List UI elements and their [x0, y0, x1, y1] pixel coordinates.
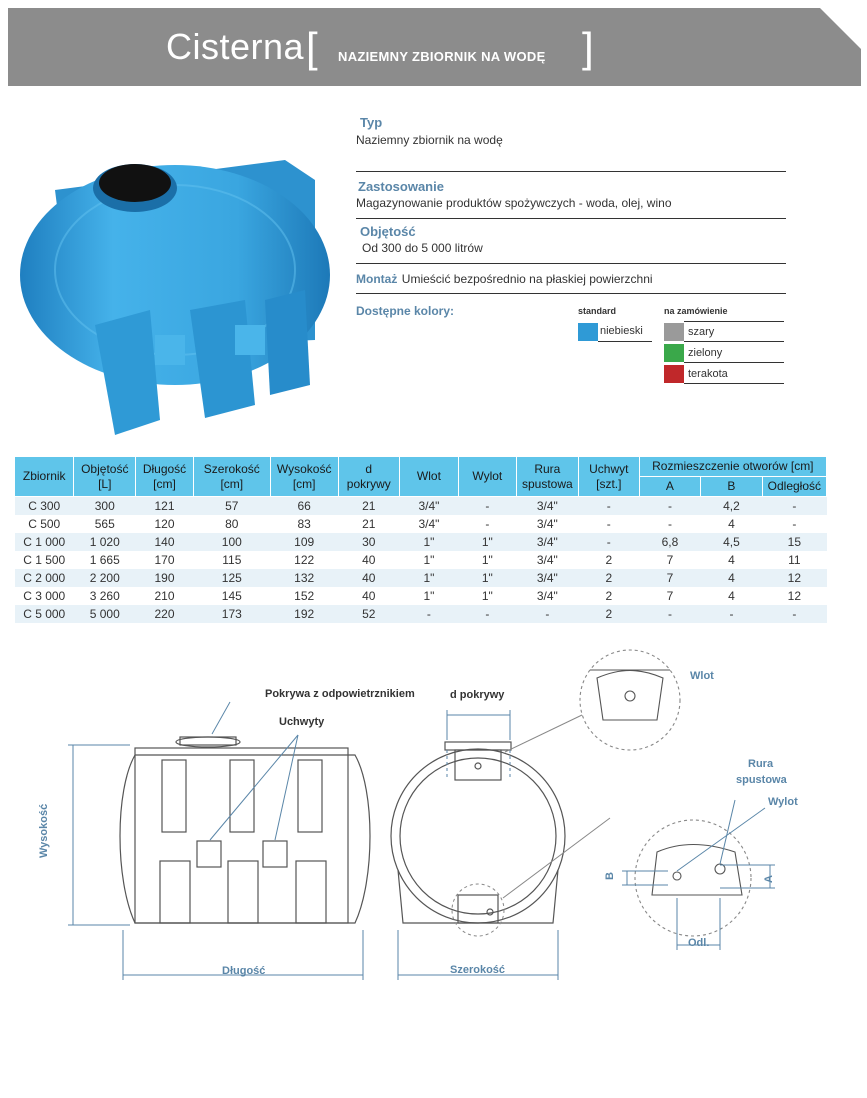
table-cell: C 1 000: [15, 533, 74, 551]
table-cell: 3/4": [516, 551, 578, 569]
th-dlugosc-name: Długość: [142, 461, 187, 476]
th-d-sub: pokrywy: [346, 476, 391, 491]
page-subtitle: NAZIEMNY ZBIORNIK NA WODĘ: [338, 49, 546, 64]
table-cell: -: [458, 497, 516, 516]
table-cell: 152: [270, 587, 338, 605]
swatch-line: [598, 341, 652, 342]
table-cell: C 2 000: [15, 569, 74, 587]
label-b: B: [604, 872, 616, 880]
table-cell: 190: [136, 569, 194, 587]
label-uchwyty: Uchwyty: [279, 716, 325, 728]
label-wysokosc: Wysokość: [38, 803, 50, 858]
table-cell: 11: [762, 551, 826, 569]
table-cell: 52: [338, 605, 399, 623]
table-cell: -: [639, 605, 701, 623]
table-cell: 2 200: [74, 569, 136, 587]
th-rura-name: Rura: [534, 461, 561, 476]
table-cell: 5 000: [74, 605, 136, 623]
table-cell: -: [639, 497, 701, 516]
label-szerokosc: Szerokość: [450, 964, 506, 976]
table-cell: 122: [270, 551, 338, 569]
drawing-lines: [0, 640, 867, 1000]
table-cell: 30: [338, 533, 399, 551]
table-cell: -: [516, 605, 578, 623]
table-cell: 3/4": [399, 515, 458, 533]
bracket-open: [: [306, 24, 318, 71]
th-rura: [516, 457, 578, 497]
table-cell: 2: [578, 587, 639, 605]
label-rura: Rura: [748, 758, 774, 770]
table-cell: 3/4": [516, 497, 578, 516]
table-cell: 83: [270, 515, 338, 533]
th-objetosc-unit: [L]: [98, 476, 112, 491]
table-cell: 6,8: [639, 533, 701, 551]
table-cell: 7: [639, 587, 701, 605]
table-cell: 66: [270, 497, 338, 516]
th-szerokosc-unit: [cm]: [220, 476, 244, 491]
label-dlugosc: Długość: [222, 965, 266, 977]
th-uchwyt: [578, 457, 639, 497]
swatch-label: niebieski: [600, 325, 643, 337]
table-row: [15, 551, 827, 569]
table-cell: 15: [762, 533, 826, 551]
th-odleglosc: Odległość: [762, 477, 826, 497]
th-objetosc: [74, 457, 136, 497]
table-cell: 21: [338, 497, 399, 516]
spec-table-body: [15, 497, 827, 624]
label-wlot: Wlot: [690, 670, 714, 682]
table-cell: 4: [701, 551, 763, 569]
table-cell: 40: [338, 551, 399, 569]
side-view-body: [120, 755, 370, 923]
spec-table: [14, 456, 827, 623]
table-row: [15, 533, 827, 551]
table-cell: 1": [458, 569, 516, 587]
zastosowanie-value: Magazynowanie produktów spożywczych - woda, olej, wino: [356, 196, 672, 210]
page-title: Cisterna: [166, 26, 305, 67]
table-cell: 132: [270, 569, 338, 587]
table-cell: -: [762, 497, 826, 516]
table-cell: 300: [74, 497, 136, 516]
table-cell: -: [639, 515, 701, 533]
swatch-terakota: [664, 365, 684, 383]
divider: [356, 171, 786, 172]
swatch-zielony: [664, 344, 684, 362]
th-wylot: Wylot: [458, 457, 516, 497]
th-d-pokrywy: [338, 457, 399, 497]
table-cell: 12: [762, 587, 826, 605]
table-cell: C 3 000: [15, 587, 74, 605]
technical-drawing: [0, 640, 867, 1000]
table-cell: C 5 000: [15, 605, 74, 623]
table-cell: 12: [762, 569, 826, 587]
swatch-szary: [664, 323, 684, 341]
table-cell: 7: [639, 569, 701, 587]
table-cell: 140: [136, 533, 194, 551]
table-cell: 3/4": [516, 533, 578, 551]
table-cell: C 500: [15, 515, 74, 533]
swatch-line: [684, 362, 784, 363]
table-cell: 57: [193, 497, 270, 516]
table-cell: 120: [136, 515, 194, 533]
label-d-pokrywy: d pokrywy: [450, 689, 505, 701]
label-pokrywa: Pokrywa z odpowietrznikiem: [265, 688, 415, 700]
table-cell: 1": [399, 569, 458, 587]
typ-label: Typ: [360, 115, 383, 130]
table-cell: 1 665: [74, 551, 136, 569]
table-cell: 4: [701, 569, 763, 587]
th-d-name: d: [365, 461, 373, 476]
table-cell: 2: [578, 605, 639, 623]
label-odl: Odl.: [688, 937, 710, 949]
table-cell: 170: [136, 551, 194, 569]
table-cell: 7: [639, 551, 701, 569]
table-cell: 80: [193, 515, 270, 533]
divider: [356, 293, 786, 294]
kolory-label: Dostępne kolory:: [356, 304, 455, 318]
table-cell: -: [701, 605, 763, 623]
table-cell: 3/4": [516, 569, 578, 587]
th-uchwyt-name: Uchwyt: [589, 461, 629, 476]
th-wysokosc: [270, 457, 338, 497]
table-row: [15, 587, 827, 605]
table-cell: 3/4": [516, 515, 578, 533]
standard-header: standard: [578, 306, 617, 316]
table-cell: 121: [136, 497, 194, 516]
swatch-label: zielony: [688, 347, 723, 359]
table-cell: 1": [458, 533, 516, 551]
table-cell: 3/4": [516, 587, 578, 605]
order-header: na zamówienie: [664, 306, 728, 316]
table-cell: 4,5: [701, 533, 763, 551]
swatch-label: terakota: [688, 368, 728, 380]
table-cell: -: [762, 515, 826, 533]
table-cell: -: [458, 515, 516, 533]
header-band-shape: [8, 8, 861, 86]
th-a: A: [639, 477, 701, 497]
th-rura-sub: spustowa: [521, 476, 573, 491]
table-cell: 4,2: [701, 497, 763, 516]
table-cell: 40: [338, 587, 399, 605]
table-row: [15, 569, 827, 587]
table-cell: 4: [701, 587, 763, 605]
table-cell: 1": [458, 587, 516, 605]
table-cell: -: [762, 605, 826, 623]
zastosowanie-label: Zastosowanie: [358, 179, 444, 194]
swatch-line: [684, 321, 784, 322]
table-cell: 4: [701, 515, 763, 533]
table-row: [15, 605, 827, 623]
table-cell: 115: [193, 551, 270, 569]
th-szerokosc: [193, 457, 270, 497]
table-cell: 3/4": [399, 497, 458, 516]
montaz-row: [356, 270, 653, 288]
montaz-value: Umieścić bezpośrednio na płaskiej powierzchni: [401, 272, 653, 286]
table-cell: 21: [338, 515, 399, 533]
montaz-label: Montaż: [356, 272, 398, 286]
label-a: A: [763, 875, 775, 883]
th-dlugosc: [136, 457, 194, 497]
label-spustowa: spustowa: [736, 774, 787, 786]
table-cell: 100: [193, 533, 270, 551]
bracket-close: ]: [582, 24, 594, 71]
swatch-line: [684, 341, 784, 342]
table-cell: 1": [399, 587, 458, 605]
table-cell: 109: [270, 533, 338, 551]
table-cell: 220: [136, 605, 194, 623]
table-cell: C 1 500: [15, 551, 74, 569]
swatch-label: szary: [688, 326, 715, 338]
table-cell: 1 020: [74, 533, 136, 551]
objetosc-value: Od 300 do 5 000 litrów: [362, 241, 483, 255]
table-cell: -: [458, 605, 516, 623]
table-cell: 2: [578, 569, 639, 587]
color-swatches: [578, 303, 788, 393]
label-wylot: Wylot: [768, 796, 798, 808]
th-zbiornik: Zbiornik: [15, 457, 74, 497]
table-cell: 145: [193, 587, 270, 605]
table-cell: C 300: [15, 497, 74, 516]
th-objetosc-name: Objętość: [81, 461, 129, 476]
th-wlot: Wlot: [399, 457, 458, 497]
table-cell: 3 260: [74, 587, 136, 605]
divider: [356, 263, 786, 264]
th-szerokosc-name: Szerokość: [203, 461, 260, 476]
table-cell: 2: [578, 551, 639, 569]
th-rozmieszczenie: Rozmieszczenie otworów [cm]: [639, 457, 826, 477]
th-wysokosc-unit: [cm]: [292, 476, 316, 491]
swatch-line: [684, 383, 784, 384]
th-uchwyt-unit: [szt.]: [596, 476, 622, 491]
th-dlugosc-unit: [cm]: [153, 476, 176, 491]
header-band: [8, 8, 861, 86]
table-cell: 210: [136, 587, 194, 605]
th-b: B: [701, 477, 763, 497]
table-cell: 1": [399, 533, 458, 551]
tank-product-image: [15, 150, 335, 440]
th-wysokosc-name: Wysokość: [276, 461, 332, 476]
objetosc-label: Objętość: [360, 224, 416, 239]
table-row: [15, 497, 827, 516]
table-cell: -: [399, 605, 458, 623]
table-cell: 1": [399, 551, 458, 569]
table-cell: 565: [74, 515, 136, 533]
table-cell: 173: [193, 605, 270, 623]
table-cell: -: [578, 497, 639, 516]
table-cell: 40: [338, 569, 399, 587]
swatch-niebieski: [578, 323, 598, 341]
table-cell: -: [578, 533, 639, 551]
typ-value: Naziemny zbiornik na wodę: [356, 133, 503, 147]
table-row: [15, 515, 827, 533]
table-cell: -: [578, 515, 639, 533]
table-cell: 1": [458, 551, 516, 569]
divider: [356, 218, 786, 219]
table-cell: 192: [270, 605, 338, 623]
table-cell: 125: [193, 569, 270, 587]
